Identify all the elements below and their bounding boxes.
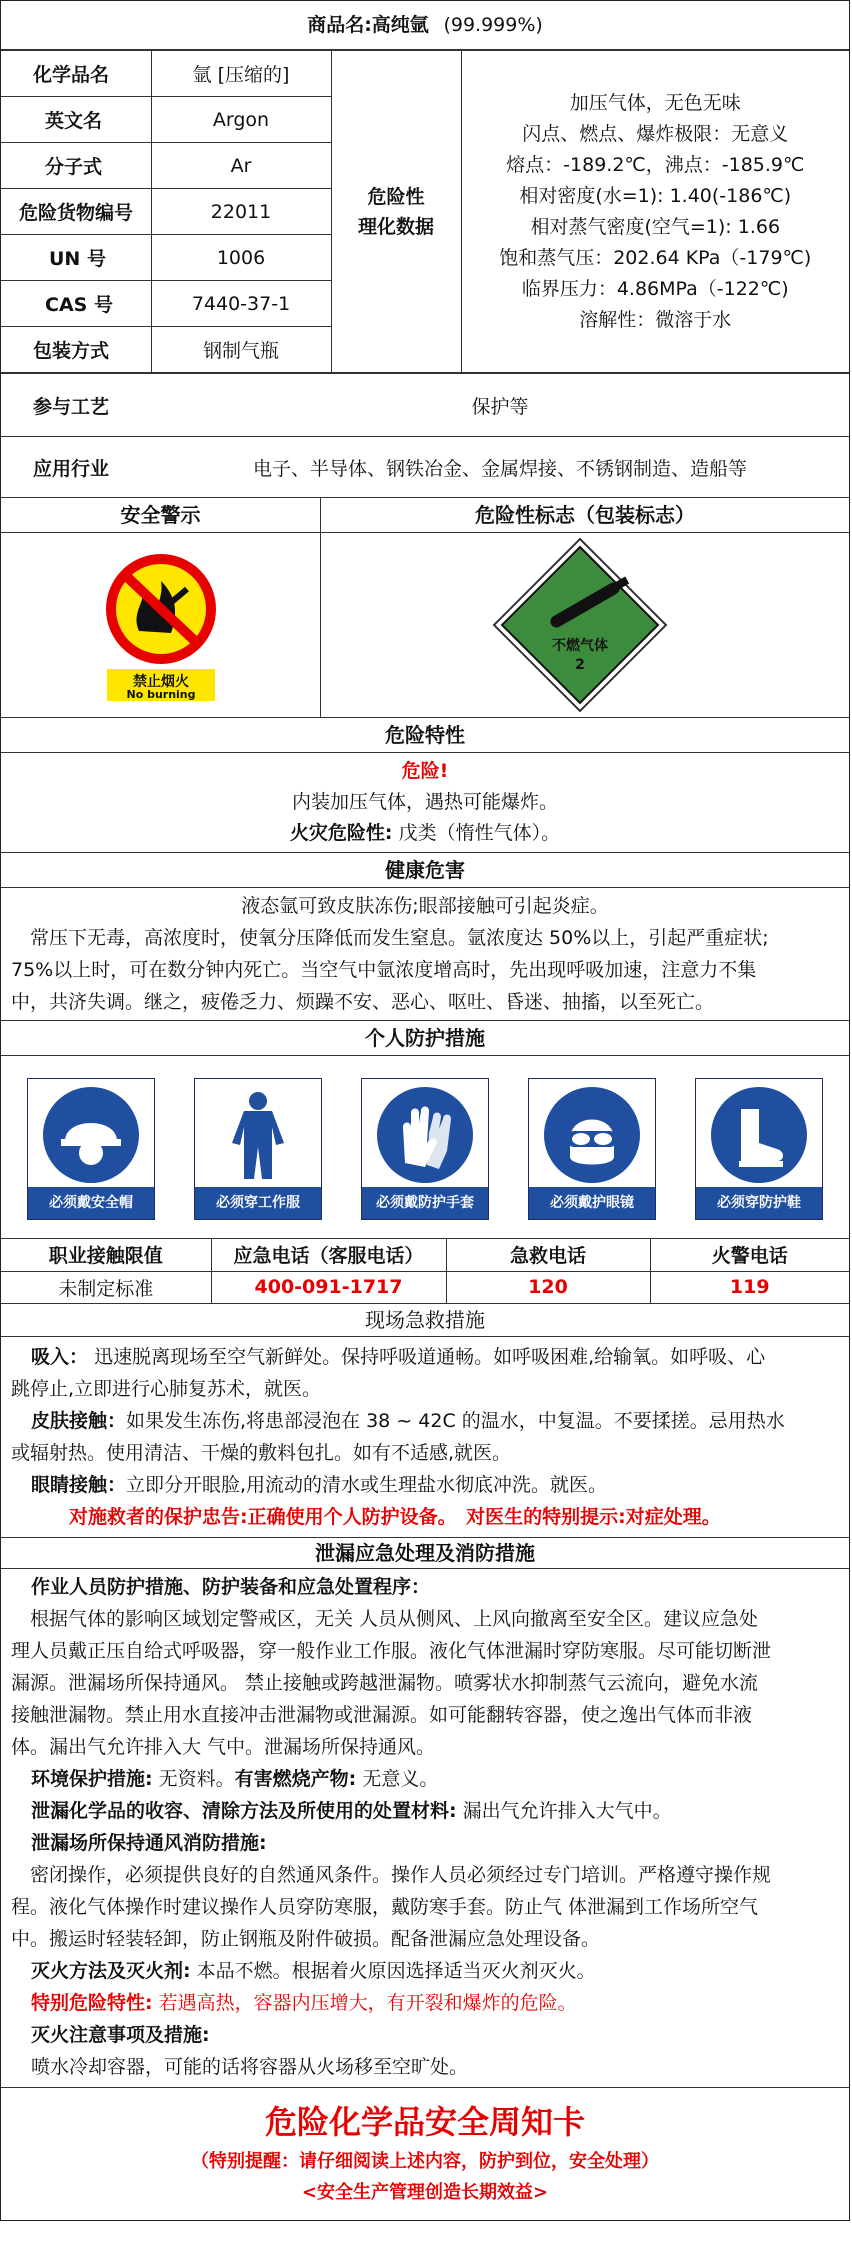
cas-number-label: CAS 号	[1, 281, 151, 327]
leak-p1-3: 漏源。泄漏场所保持通风。 禁止接触或跨越泄漏物。喷雾状水抑制蒸气云流向，避免水流	[11, 1671, 759, 1694]
cas-number-value: 7440-37-1	[151, 281, 331, 327]
footer-slogan: <安全生产管理创造长期效益>	[301, 2181, 549, 2203]
fire-phone-header: 火警电话	[650, 1239, 849, 1271]
nonflammable-gas-diamond-icon	[490, 535, 670, 715]
health-line-3: 75%以上时，可在数分钟内死亡。当空气中氩浓度增高时，先出现呼吸加速，注意力不集	[11, 959, 757, 981]
first-aid-phone-value: 120	[446, 1271, 650, 1303]
skin-line-1: 皮肤接触：如果发生冻伤,将患部浸泡在 38 ~ 42C 的温水，中复温。不要揉搓。忌用热水	[31, 1409, 785, 1432]
english-name-value: Argon	[151, 97, 331, 143]
warning-section	[1, 497, 849, 717]
physchem-data: 加压气体，无色无味 闪点、燃点、爆炸极限：无意义 熔点：-189.2℃，沸点：-185.9℃ 相对密度(水=1): 1.40(-186℃) 相对蒸气密度(空气=1): 1.66 饱和蒸气压：202.64 KPa（-179℃) 临界压力：4.86MPa（-122℃) 溶解性：微溶于水	[461, 51, 849, 373]
safety-warning-panel: 安全警示 禁止烟火 No burning	[1, 498, 321, 717]
ppe-goggles: 必须戴护眼镜	[528, 1078, 656, 1220]
ppe-gloves: 必须戴防护手套	[361, 1078, 489, 1220]
hazard-label-panel: 危险性标志（包装标志） 不燃气体 2	[321, 498, 849, 717]
leak-sub-1: 作业人员防护措施、防护装备和应急处置程序：	[31, 1575, 431, 1598]
english-name-label: 英文名	[1, 97, 151, 143]
eye-line: 眼睛接触：立即分开眼脸,用流动的清水或生理盐水彻底冲洗。就医。	[31, 1473, 608, 1496]
leak-section: 泄漏应急处理及消防措施 作业人员防护措施、防护装备和应急处置程序： 根据气体的影响区域划定警戒区，无关 人员从侧风、上风向撤离至安全区。建议应急处 理人员戴正压自给式呼吸器，穿一般作业工作服。液化气体泄漏时穿防寒服。尽可能切断泄 漏源。泄漏场所保持通风。 禁止接触或跨越泄漏物。喷雾状水抑制蒸气云流向，避免水流 接触泄漏物。禁止用水直接冲击泄漏物或泄漏源。如可能翻转容器，使之逸出气体而非液 体。漏出气允许排入大 气中。泄漏场所保持通风。 环境保护措施: 无资料。有害燃烧产物: 无意义。 泄漏化学品的收容、清除方法及所使用的处置材料: 漏出气允许排入大气中。 泄漏场所保持通风消防措施: 密闭操作，必须提供良好的自然通风条件。操作人员必须经过专门培训。严格遵守操作规 程。液化气体操作时建议操作人员穿防寒服，戴防寒手套。防止气 体泄漏到工作场所空气 中。搬运时轻装轻卸，防止钢瓶及附件破损。配备泄漏应急处理设备。 灭火方法及灭火剂: 本品不燃。根据着火原因选择适当灭火剂灭火。 特别危险特性: 若遇高热，容器内压增大，有开裂和爆炸的危险。 灭火注意事项及措施: 喷水冷却容器，可能的话将容器从火场移至空旷处。	[1, 1537, 849, 2087]
exposure-limit-value: 未制定标准	[1, 1271, 211, 1303]
physchem-label: 危险性 理化数据	[331, 51, 461, 373]
collect-line: 泄漏化学品的收容、清除方法及所使用的处置材料: 漏出气允许排入大气中。	[31, 1799, 672, 1822]
leak-p2-1: 密闭操作，必须提供良好的自然通风条件。操作人员必须经过专门培训。严格遵守操作规	[11, 1863, 772, 1886]
skin-line-2: 或辐射热。使用清洁、干燥的敷料包扎。如有不适感,就医。	[11, 1441, 512, 1464]
leak-p1-1: 根据气体的影响区域划定警戒区，无关 人员从侧风、上风向撤离至安全区。建议应急处	[11, 1607, 759, 1630]
chem-name-value: 氩 [压缩的]	[151, 51, 331, 97]
un-number-value: 1006	[151, 235, 331, 281]
no-fire-sign-text-en: No burning	[126, 688, 196, 701]
fire-phone-value: 119	[650, 1271, 849, 1303]
formula-value: Ar	[151, 143, 331, 189]
industry-row: 应用行业 电子、半导体、钢铁冶金、金属焊接、不锈钢制造、造船等	[1, 436, 849, 497]
hazard-props-section: 危险特性 危险! 内装加压气体，遇热可能爆炸。 火灾危险性: 戊类（惰性气体）。	[1, 717, 849, 852]
hazard-diamond-class: 2	[575, 657, 585, 673]
rescue-advice: 对施救者的保护忠告:正确使用个人防护设备。 对医生的特别提示:对症处理。	[69, 1505, 721, 1528]
leak-p1-5: 体。漏出气允许排入大 气中。泄漏场所保持通风。	[11, 1735, 436, 1758]
inhale-line-1: 吸入： 迅速脱离现场至空气新鲜处。保持呼吸道通畅。如呼吸困难,给输氧。如呼吸、心	[31, 1345, 766, 1368]
leak-p1-2: 理人员戴正压自给式呼吸器，穿一般作业工作服。液化气体泄漏时穿防寒服。尽可能切断泄	[11, 1639, 772, 1662]
leak-p2-3: 中。搬运时轻装轻卸，防止钢瓶及附件破损。配备泄漏应急处理设备。	[11, 1927, 601, 1950]
contacts-table	[1, 1239, 849, 1304]
chem-name-label: 化学品名	[1, 51, 151, 97]
emergency-phone-header: 应急电话（客服电话）	[211, 1239, 446, 1271]
health-line-4: 中，共济失调。继之，疲倦乏力、烦躁不安、恶心、呕吐、昏迷、抽搐，以至死亡。	[11, 991, 715, 1013]
goggles-icon	[544, 1087, 640, 1183]
boots-icon	[711, 1087, 807, 1183]
gloves-icon	[377, 1087, 473, 1183]
identity-table	[1, 50, 849, 373]
workwear-icon	[210, 1087, 306, 1183]
hazard-diamond-text: 不燃气体	[552, 638, 608, 654]
notice-value: 喷水冷却容器，可能的话将容器从火场移至空旷处。	[31, 2055, 469, 2078]
footer-reminder: （特别提醒：请仔细阅读上述内容，防护到位，安全处理）	[191, 2150, 659, 2172]
un-number-label: UN 号	[1, 235, 151, 281]
dg-number-label: 危险货物编号	[1, 189, 151, 235]
process-row: 参与工艺 保护等	[1, 373, 849, 436]
special-hazard-line: 特别危险特性: 若遇高热，容器内压增大，有开裂和爆炸的危险。	[31, 1991, 577, 2014]
hazard-line: 内装加压气体，遇热可能爆炸。	[291, 791, 558, 813]
packaging-value: 钢制气瓶	[151, 327, 331, 373]
ppe-boots: 必须穿防护鞋	[695, 1078, 823, 1220]
health-section: 健康危害 液态氩可致皮肤冻伤;眼部接触可引起炎症。 常压下无毒，高浓度时，使氧分压降低而发生窒息。氩浓度达 50%以上，引起严重症状; 75%以上时，可在数分钟内死亡。当空气中氩浓度增高时，先出现呼吸加速，注意力不集 中，共济失调。继之，疲倦乏力、烦躁不安、恶心、呕吐、昏迷、抽搐，以至死亡。	[1, 852, 849, 1020]
vent-label: 泄漏场所保持通风消防措施:	[31, 1831, 267, 1854]
helmet-icon	[43, 1087, 139, 1183]
no-fire-sign-text: 禁止烟火	[133, 674, 189, 690]
dg-number-value: 22011	[151, 189, 331, 235]
ppe-workwear: 必须穿工作服	[194, 1078, 322, 1220]
emergency-phone-value: 400-091-1717	[211, 1271, 446, 1303]
leak-p1-4: 接触泄漏物。禁止用水直接冲击泄漏物或泄漏源。如可能翻转容器，使之逸出气体而非液	[11, 1703, 753, 1726]
extinguish-line: 灭火方法及灭火剂: 本品不燃。根据着火原因选择适当灭火剂灭火。	[31, 1959, 596, 1982]
product-title: 商品名:高纯氩 (99.999%)	[1, 1, 849, 50]
inhale-line-2: 跳停止,立即进行心肺复苏术，就医。	[11, 1377, 322, 1400]
health-line-1: 液态氩可致皮肤冻伤;眼部接触可引起炎症。	[241, 895, 609, 917]
first-aid-phone-header: 急救电话	[446, 1239, 650, 1271]
ppe-icons	[1, 1056, 849, 1239]
formula-label: 分子式	[1, 143, 151, 189]
first-aid-section: 现场急救措施 吸入： 迅速脱离现场至空气新鲜处。保持呼吸道通畅。如呼吸困难,给输氧。如呼吸、心 跳停止,立即进行心肺复苏术，就医。 皮肤接触：如果发生冻伤,将患部浸泡在 38 ~ 42C 的温水，中复温。不要揉搓。忌用热水 或辐射热。使用清洁、干燥的敷料包扎。如有不适感,就医。 眼睛接触：立即分开眼脸,用流动的清水或生理盐水彻底冲洗。就医。 对施救者的保护忠告:正确使用个人防护设备。 对医生的特别提示:对症处理。	[1, 1304, 849, 1537]
ppe-section: 个人防护措施 必须戴安全帽 必须穿工作服 必须戴防护手套 必须戴护眼镜 必须穿防护鞋	[1, 1020, 849, 1239]
danger-word: 危险!	[401, 760, 449, 782]
packaging-label: 包装方式	[1, 327, 151, 373]
exposure-limit-header: 职业接触限值	[1, 1239, 211, 1271]
notice-label: 灭火注意事项及措施:	[31, 2023, 210, 2046]
health-line-2: 常压下无毒，高浓度时，使氧分压降低而发生窒息。氩浓度达 50%以上，引起严重症状;	[11, 927, 769, 949]
leak-p2-2: 程。液化气体操作时建议操作人员穿防寒服，戴防寒手套。防止气 体泄漏到工作场所空气	[11, 1895, 759, 1918]
env-line: 环境保护措施: 无资料。有害燃烧产物: 无意义。	[31, 1767, 439, 1790]
footer	[1, 2087, 849, 2220]
fire-hazard-line: 火灾危险性: 戊类（惰性气体）。	[289, 822, 561, 844]
ppe-helmet: 必须戴安全帽	[27, 1078, 155, 1220]
footer-title: 危险化学品安全周知卡	[264, 2102, 585, 2141]
